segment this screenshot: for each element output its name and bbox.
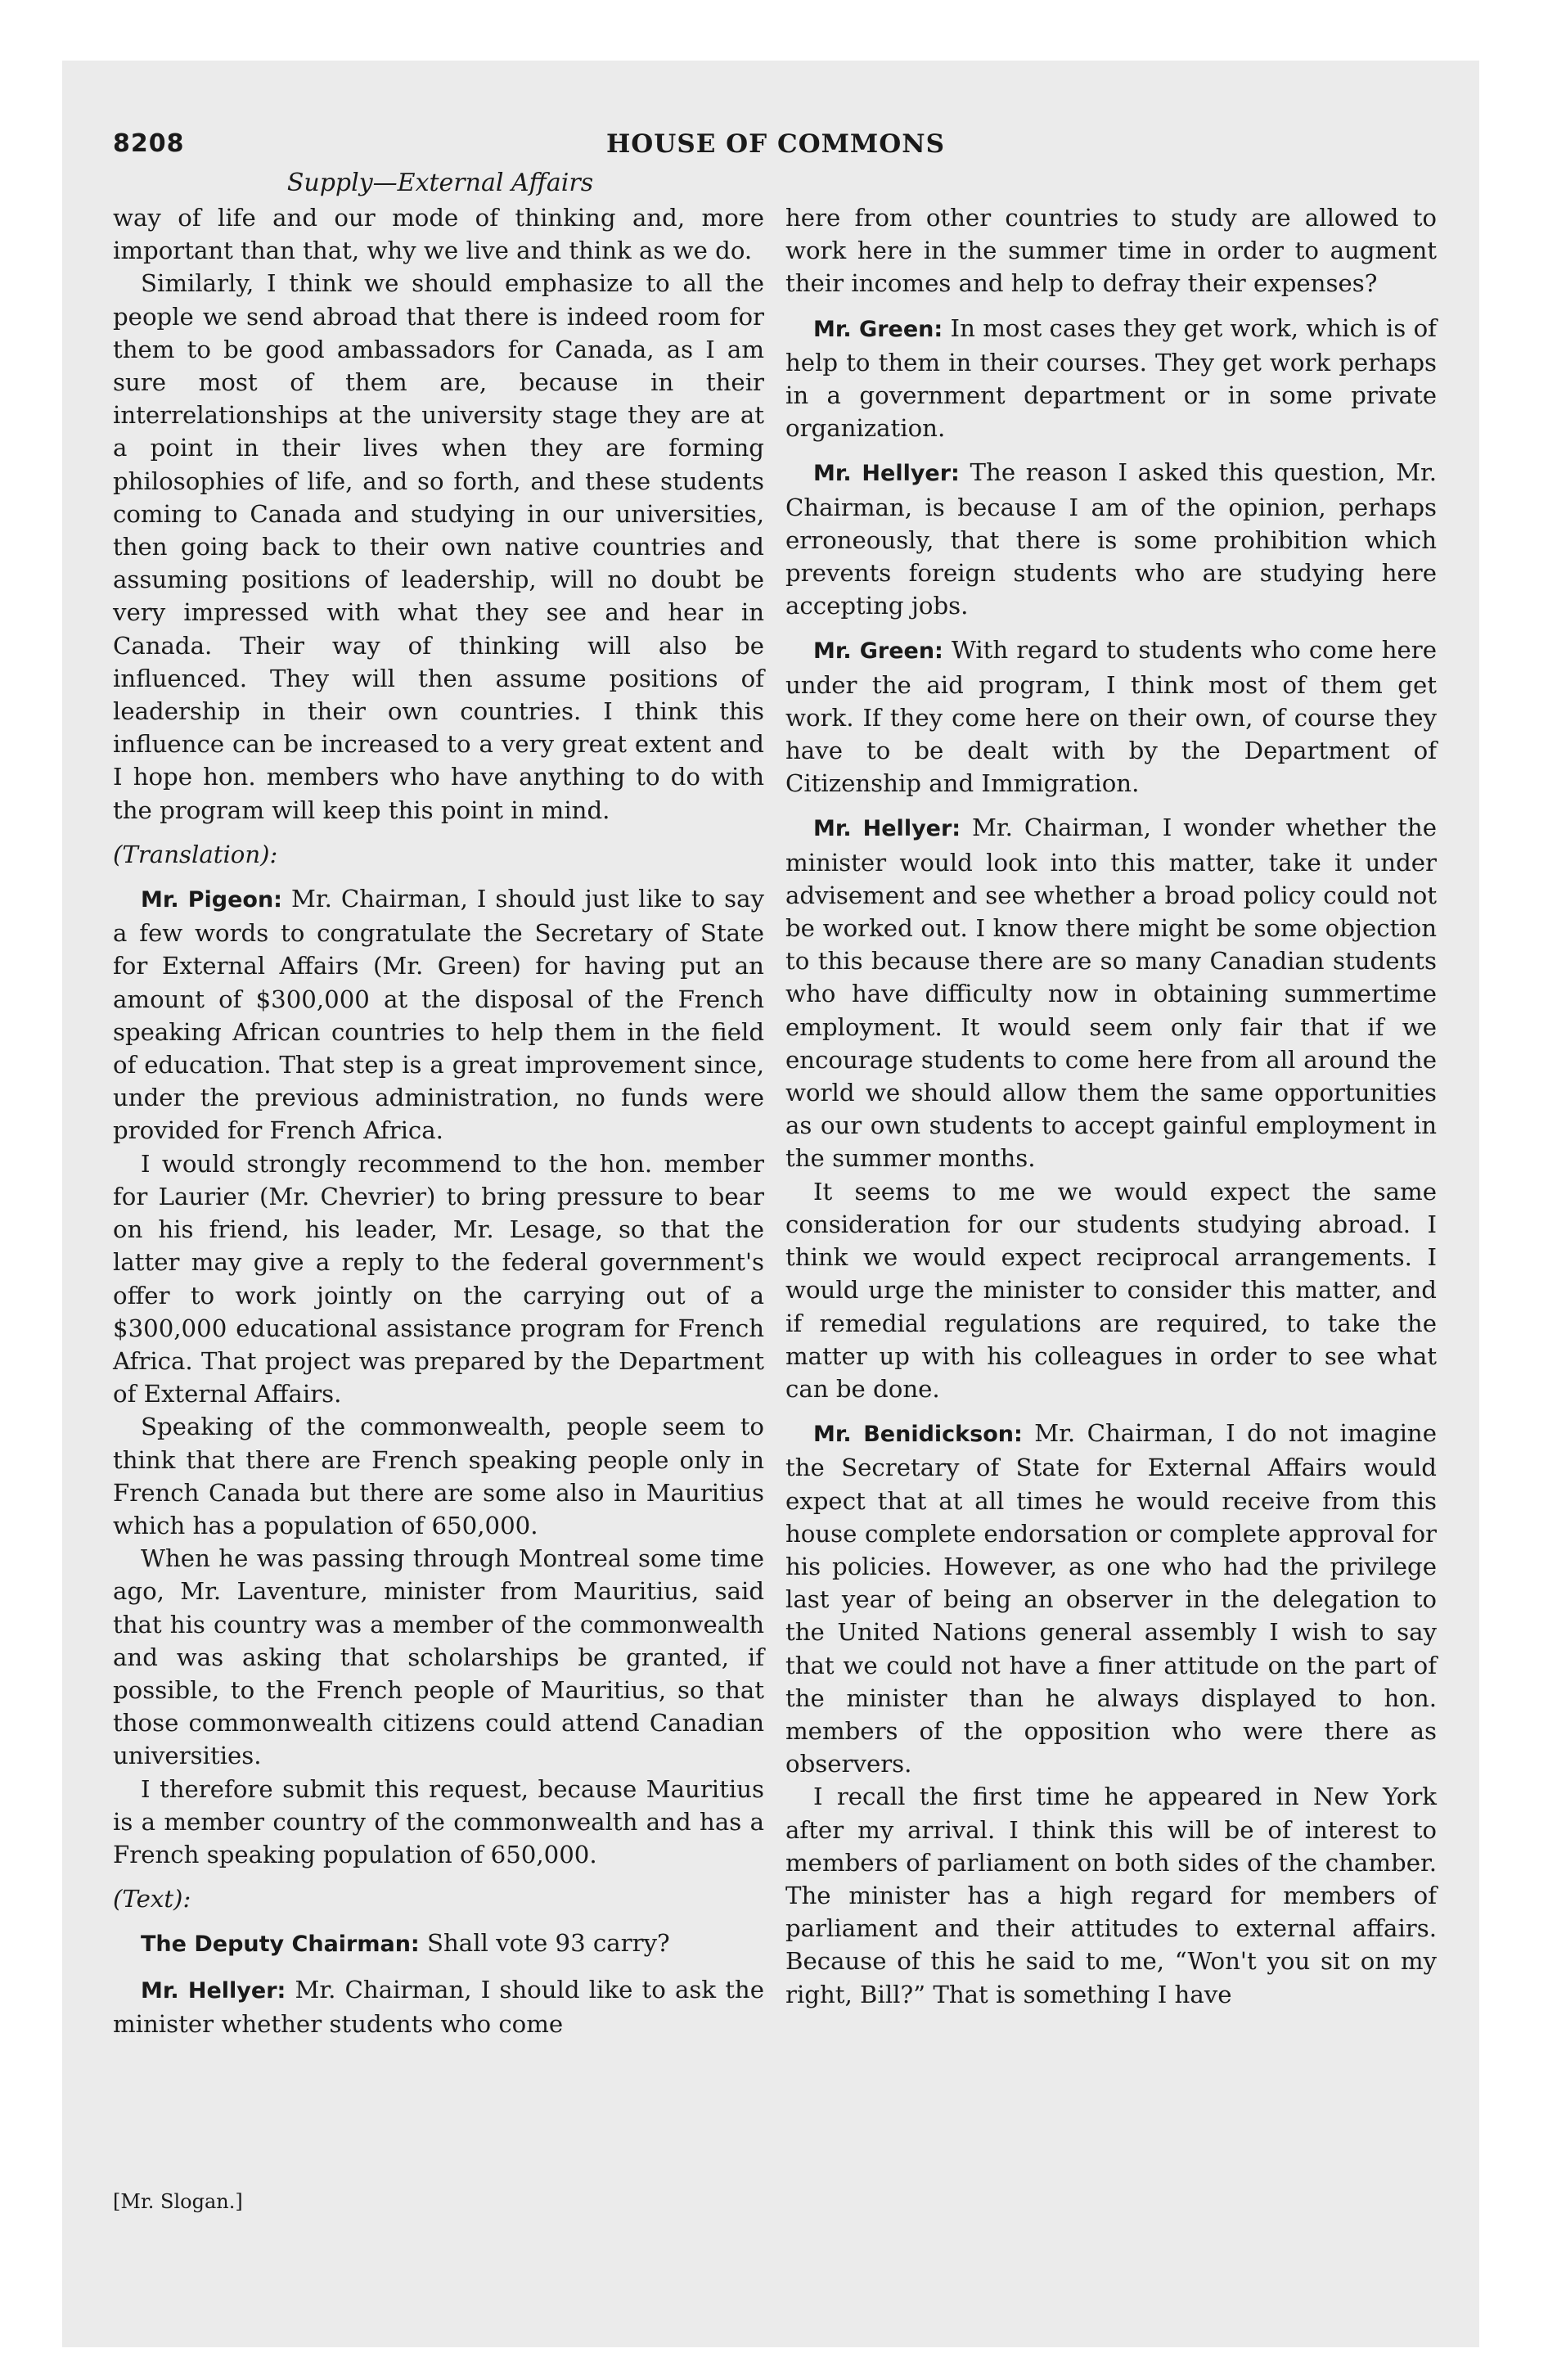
text-paragraph: I therefore submit this request, because Mauritius is a member country of the commonwealth and has a French speaking population of 650,000. (113, 1774, 764, 1868)
text-paragraph: Speaking of the commonwealth, people seem to think that there are French speaking people only in French Canada but there are some also in Mauritius which has a population of 650,000. (113, 1413, 764, 1539)
speech-text: Mr. Chairman, I should like to ask the minister whether students who come (113, 1975, 764, 2038)
text-paragraph: here from other countries to study are allowed to work here in the summer time in order to augment their incomes and help to defray their expenses? (785, 204, 1437, 298)
running-title: HOUSE OF COMMONS (606, 129, 945, 159)
language-note: (Translation): (113, 840, 278, 868)
text-paragraph: I would strongly recommend to the hon. member for Laurier (Mr. Chevrier) to bring pressure to bear on his friend, his leader, Mr. Lesage, so that the latter may give a reply to the federal government's offer to work jointly on the carrying out of a $300,000 educational assistance program for French Africa. That project was prepared by the Department of External Affairs. (113, 1149, 764, 1409)
speech-paragraph (785, 1417, 1437, 1780)
speech-paragraph (785, 312, 1437, 445)
speech-paragraph (113, 1927, 764, 1961)
speaker-name: Mr. Green: (813, 638, 943, 665)
right-column (785, 201, 1437, 2011)
speaker-name: Mr. Hellyer: (813, 461, 960, 487)
language-note: (Text): (113, 1885, 191, 1913)
speech-paragraph (785, 456, 1437, 622)
page-header (113, 129, 1438, 170)
text-paragraph: way of life and our mode of thinking and, more important than that, why we live and think as we do. (113, 204, 764, 265)
section-heading: Supply—External Affairs (286, 169, 594, 197)
text-paragraph: Similarly, I think we should emphasize to all the people we send abroad that there is indeed room for them to be good ambassadors for Canada, as I am sure most of them are, because in their interrelationships at the university stage they are at a point in their lives when they are forming philosophies of life, and so forth, and these students coming to Canada and studying in our universities, then going back to their own native countries and assuming positions of leadership, will no doubt be very impressed with what they see and hear in Canada. Their way of thinking will also be influenced. They will then assume positions of leadership in their own countries. I think this influence can be increased to a very great extent and I hope hon. members who have anything to do with the program will keep this point in mind. (113, 269, 764, 824)
page-number: 8208 (113, 129, 185, 158)
speaker-name: Mr. Hellyer: (141, 1977, 286, 2004)
speech-text: Shall vote 93 carry? (419, 1929, 670, 1958)
speaker-name: Mr. Green: (813, 316, 943, 342)
speech-text: Mr. Chairman, I should just like to say a few words to congratulate the Secretary of State for External Affairs (Mr. Green) for having put an amount of $300,000 at the disposal of the French speaking African countries to help them in the field of education. That step is a great improvement since, under the previous administration, no funds were provided for French Africa. (113, 885, 765, 1145)
speaker-name: Mr. Pigeon: (141, 887, 282, 913)
speaker-name: The Deputy Chairman: (141, 1931, 420, 1958)
speech-paragraph (113, 882, 764, 1147)
text-paragraph: When he was passing through Montreal some time ago, Mr. Laventure, minister from Mauritius, said that his country was a member of the commonwealth and was asking that scholarships be granted, if possible, to the French people of Mauritius, so that those commonwealth citizens could attend Canadian universities. (113, 1544, 764, 1770)
speech-text: Mr. Chairman, I wonder whether the minister would look into this matter, take it under advisement and see whether a broad policy could not be worked out. I know there might be some objection to this because there are so many Canadian students who have difficulty now in obtaining summertime employment. It would seem only fair that if we encourage students to come here from all around the world we should allow them the same opportunities as our own students to accept gainful employment in the summer months. (785, 814, 1437, 1173)
speech-text: With regard to students who come here under the aid program, I think most of them get work. If they come here on their own, of course they have to be dealt with by the Department of Citizenship and Immigration. (785, 636, 1437, 798)
footnote: [Mr. Slogan.] (113, 2190, 243, 2213)
speech-text: In most cases they get work, which is of help to them in their courses. They get work perhaps in a government department or in some private organization. (785, 313, 1437, 443)
speech-text: Mr. Chairman, I do not imagine the Secretary of State for External Affairs would expect that at all times he would receive from this house complete endorsation or complete approval for his policies. However, as one who had the privilege last year of being an observer in the delegation to the United Nations general assembly I wish to say that we could not have a finer attitude on the part of the minister than he always displayed to hon. members of the opposition who were there as observers. (785, 1419, 1438, 1778)
text-paragraph: It seems to me we would expect the same consideration for our students studying abroad. I think we would expect reciprocal arrangements. I would urge the minister to consider this matter, and if remedial regulations are required, to take the matter up with his colleagues in order to see what can be done. (785, 1177, 1437, 1403)
text-paragraph: I recall the first time he appeared in New York after my arrival. I think this will be of interest to members of parliament on both sides of the chamber. The minister has a high regard for members of parliament and their attitudes to external affairs. Because of this he said to me, “Won't you sit on my right, Bill?” That is something I have (785, 1783, 1437, 2008)
speaker-name: Mr. Hellyer: (813, 816, 961, 842)
left-column (113, 201, 764, 2040)
speech-paragraph (785, 633, 1437, 800)
speech-text: The reason I asked this question, Mr. Chairman, is because I am of the opinion, perhaps erroneously, that there is some prohibition which prevents foreign students who are studying here accepting jobs. (785, 458, 1437, 620)
speaker-name: Mr. Benidickson: (813, 1422, 1023, 1448)
speech-paragraph (113, 1973, 764, 2040)
speech-paragraph (785, 811, 1437, 1174)
